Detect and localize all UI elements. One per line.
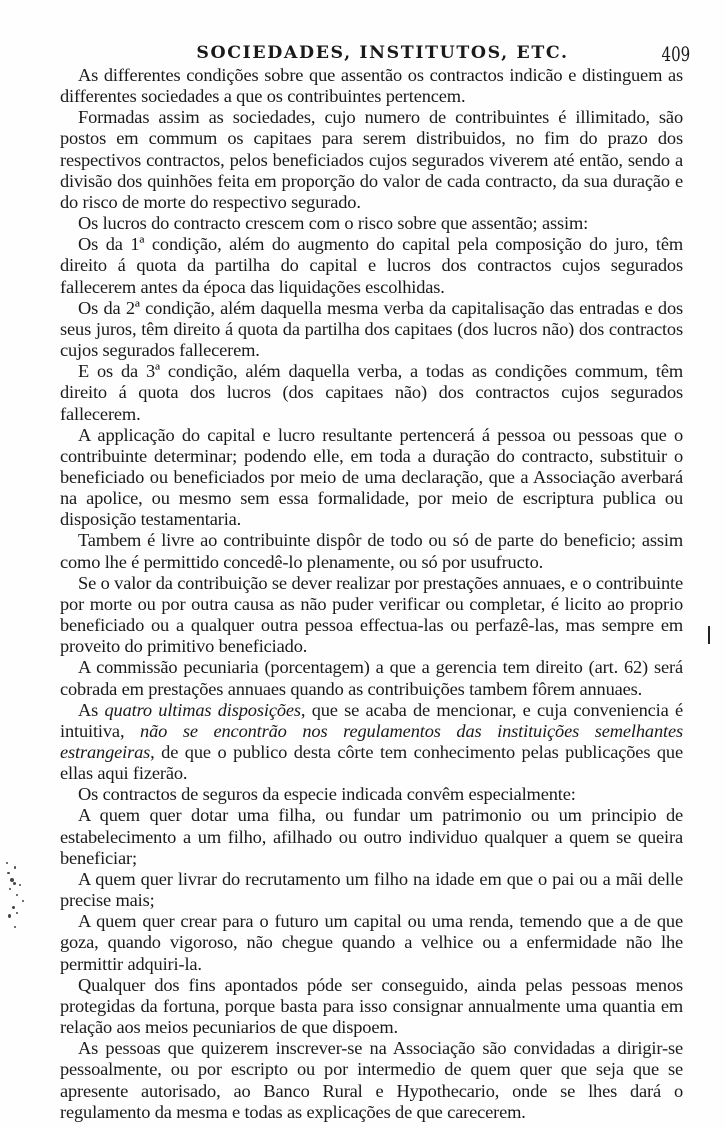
page-number: 409 <box>661 42 690 66</box>
paragraph-second-condition: Os da 2ª condição, além daquella mesma verba da capitalisação das entradas e dos seus juros, têm direito á quota da partilha dos capitaes (dos lucros não) dos contractos cujos segurados fallecerem. <box>60 297 683 361</box>
text-run: , de que o publico desta côrte tem conhecimento pelas publicações que ellas aqui fizerão. <box>60 742 683 784</box>
text-run: , que se acaba de mencionar, e cuja conveniencia é intuitiva, <box>60 699 683 741</box>
paragraph-free-disposal: Tambem é livre ao contribuinte dispôr de todo ou só de parte do beneficio; assim como lhe é permittido concedê-lo plenamente, ou só por usufructo. <box>60 530 683 572</box>
paragraph-commission: A commissão pecuniaria (porcentagem) a que a gerencia tem direito (art. 62) será cobrada em prestações annuaes quando as contribuições tambem fôrem annuaes. <box>60 657 683 699</box>
paragraph-dowry: A quem quer dotar uma filha, ou fundar um patrimonio ou um principio de estabelecimento a um filho, afilhado ou outro individuo qualquer a quem se queira beneficiar; <box>60 805 683 868</box>
margin-ink-speckle <box>4 862 28 937</box>
text-run: As <box>78 699 105 720</box>
paragraph-future-capital: A quem quer crear para o futuro um capital ou uma renda, temendo que a de que goza, quando vigoroso, não chegue quando a velhice ou a enfermidade não lhe permittir adquiri-la. <box>60 911 683 974</box>
running-title: SOCIEDADES, INSTITUTOS, ETC. <box>196 43 569 63</box>
paragraph-any-purpose: Qualquer dos fins apontados póde ser conseguido, ainda pelas pessoas menos protegidas da fortuna, porque basta para isso consignar annualmente uma quantia em relação aos meios pecuniarios de que dispoem. <box>60 974 683 1038</box>
paragraph-first-condition: Os da 1ª condição, além do augmento do capital pela composição do juro, têm direito á quota da partilha do capital e lucros dos contractos cujos segurados fallecerem antes da época das liquidações escolhidas. <box>60 234 683 297</box>
margin-ink-mark <box>708 626 710 644</box>
paragraph-contracts-suit: Os contractos de seguros da especie indicada convêm especialmente: <box>78 784 576 805</box>
paragraph-application-of-capital: A applicação do capital e lucro resultante pertencerá á pessoa ou pessoas que o contribuinte determinar; podendo elle, em toda a duração do contracto, substituir o beneficiado ou beneficiados por meio de uma declaração, que a Associação averbará na apolice, ou mesmo sem essa formalidade, por meio de escriptura publica ou disposição testamentaria. <box>60 424 683 530</box>
paragraph-third-condition: E os da 3ª condição, além daquella verba, a todas as condições commum, têm direito á quota dos lucros (dos capitaes não) dos contractos cujos segurados fallecerem. <box>60 361 683 424</box>
paragraph-how-to-enroll: As pessoas que quizerem inscrever-se na Associação são convidadas a dirigir-se pessoalmente, ou por escripto ou por intermedio de quem quer que seja que se apresente autorisado, ao Banco Rural e Hypothecario, onde se lhes dará o regulamento da mesma e todas as explicações de que carecerem. <box>60 1038 683 1122</box>
paragraph-recruitment: A quem quer livrar do recrutamento um filho na idade em que o pai ou a mãi delle precise mais; <box>60 868 683 911</box>
page-header <box>60 43 690 67</box>
paragraph-conditions-distinguish: As differentes condições sobre que assentão os contractos indicão e distinguem as differentes sociedades a que os contribuintes pertencem. <box>60 65 683 107</box>
italic-run: quatro ultimas disposições <box>104 699 301 720</box>
paragraph-four-last-provisions <box>60 700 683 785</box>
italic-run: não se encontrão nos regulamentos das instituições semelhantes estrangeiras <box>60 720 684 762</box>
paragraph-societies-formed: Formadas assim as sociedades, cujo numero de contribuintes é illimitado, são postos em commum os capitaes para serem distribuidos, no fim do prazo dos respectivos contractos, pelos beneficiados cujos segurados viverem até então, sendo a divisão dos quinhões feita em proporção do valor de cada contracto, da sua duração e do risco de morte do respectivo segurado. <box>60 107 683 212</box>
paragraph-annual-payments: Se o valor da contribuição se dever realizar por prestações annuaes, e o contribuinte por morte ou por outra causa as não puder verificar ou completar, é licito ao proprio beneficiado ou a qualquer outra pessoa effectua-las ou perfazê-las, mas sempre em proveito do primitivo beneficiado. <box>60 572 683 657</box>
paragraph-profits-grow: Os lucros do contracto crescem com o risco sobre que assentão; assim: <box>78 213 589 234</box>
body-text <box>60 65 683 1123</box>
